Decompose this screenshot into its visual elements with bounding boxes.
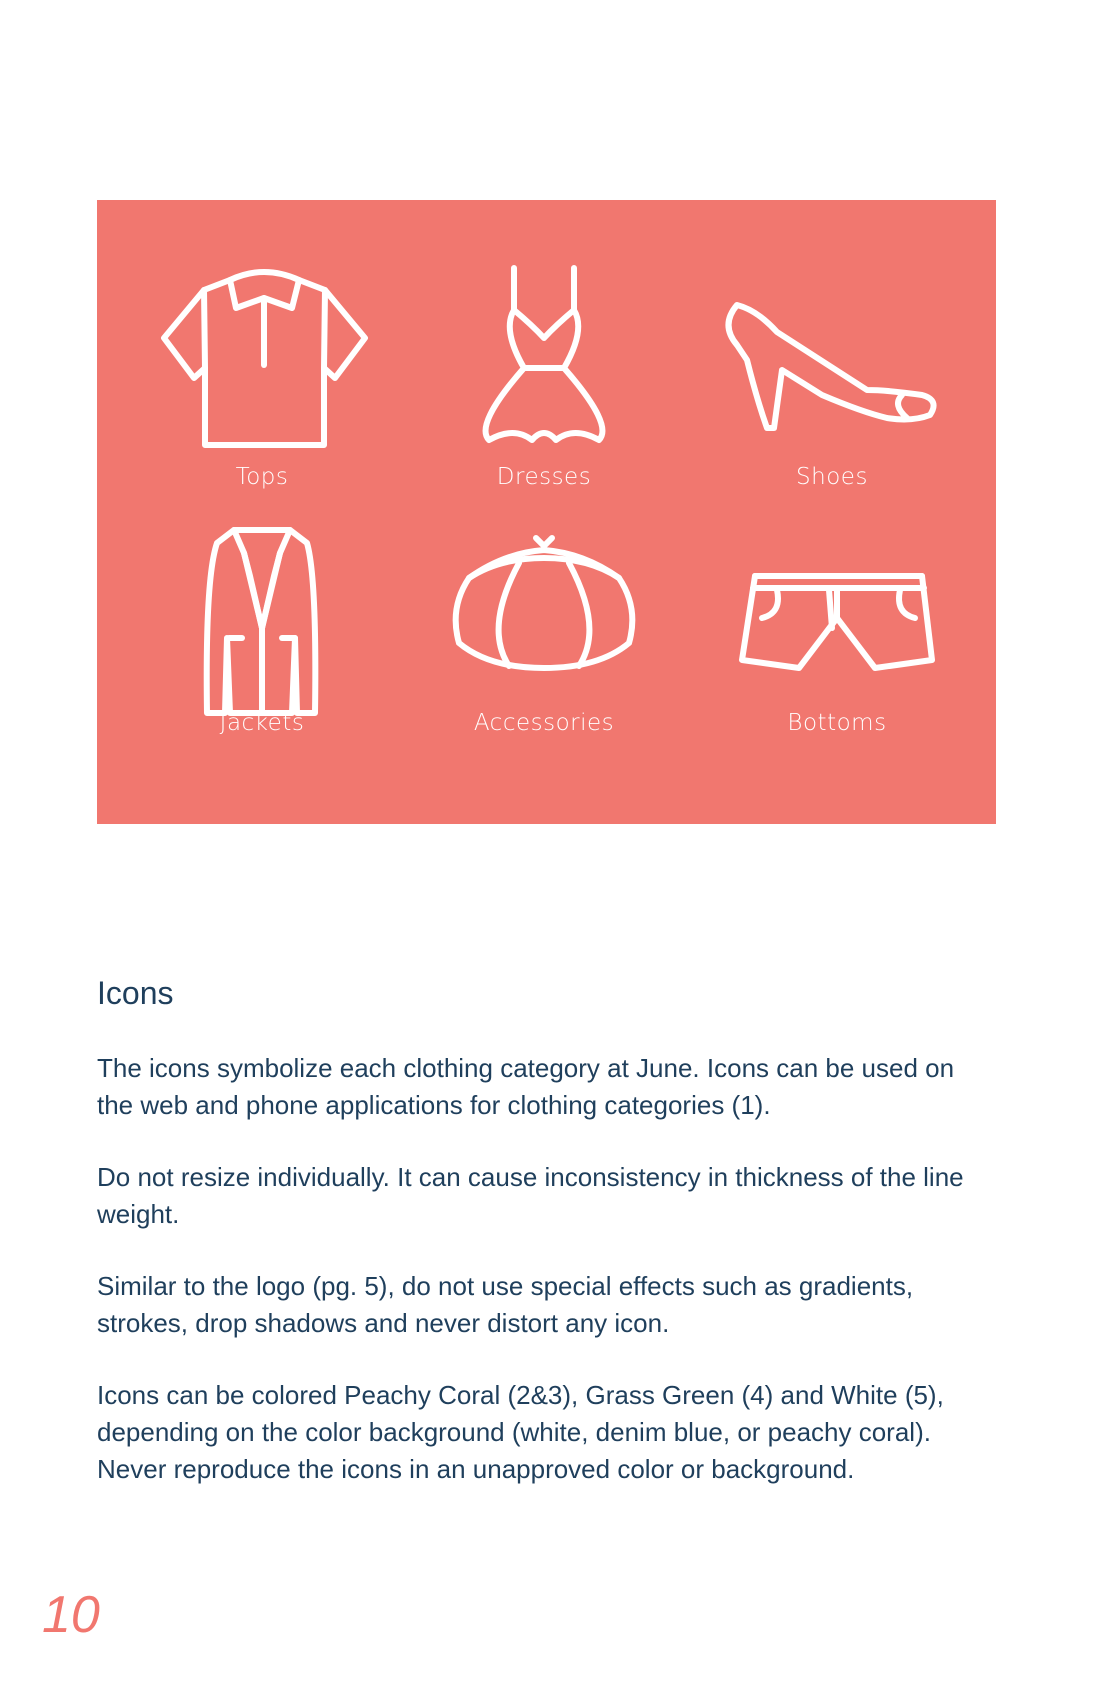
shoes-label: Shoes [796,464,868,490]
dresses-icon [414,250,674,450]
jackets-label: Jackets [219,710,305,736]
icon-cell-accessories [414,518,674,778]
section-heading: Icons [97,975,174,1011]
icon-cell-jackets [132,518,392,778]
icon-cell-tops [132,250,392,510]
icons-panel [97,200,996,824]
icon-cell-dresses [414,250,674,510]
accessories-icon [414,518,674,718]
icon-cell-bottoms [707,518,967,778]
page-number: 10 [42,1586,100,1644]
bottoms-icon [707,518,967,718]
tops-label: Tops [235,464,289,490]
bottoms-label: Bottoms [787,710,887,736]
icon-cell-shoes [702,250,962,510]
accessories-label: Accessories [473,710,615,736]
jackets-icon [132,518,392,718]
shoes-icon [702,250,962,450]
paragraph-1: The icons symbolize each clothing category at June. Icons can be used on the web and phone applications for clothing categories (1). [97,1053,955,1120]
tops-icon [132,250,392,450]
dresses-label: Dresses [496,464,592,490]
paragraph-3: Similar to the logo (pg. 5), do not use special effects such as gradients, strokes, drop shadows and never distort any icon. [97,1271,914,1338]
paragraph-2: Do not resize individually. It can cause inconsistency in thickness of the line weight. [97,1162,964,1229]
paragraph-4: Icons can be colored Peachy Coral (2&3), Grass Green (4) and White (5), depending on the color background (white, denim blue, or peachy coral). Never reproduce the icons in an unapproved color or background. [97,1380,944,1484]
